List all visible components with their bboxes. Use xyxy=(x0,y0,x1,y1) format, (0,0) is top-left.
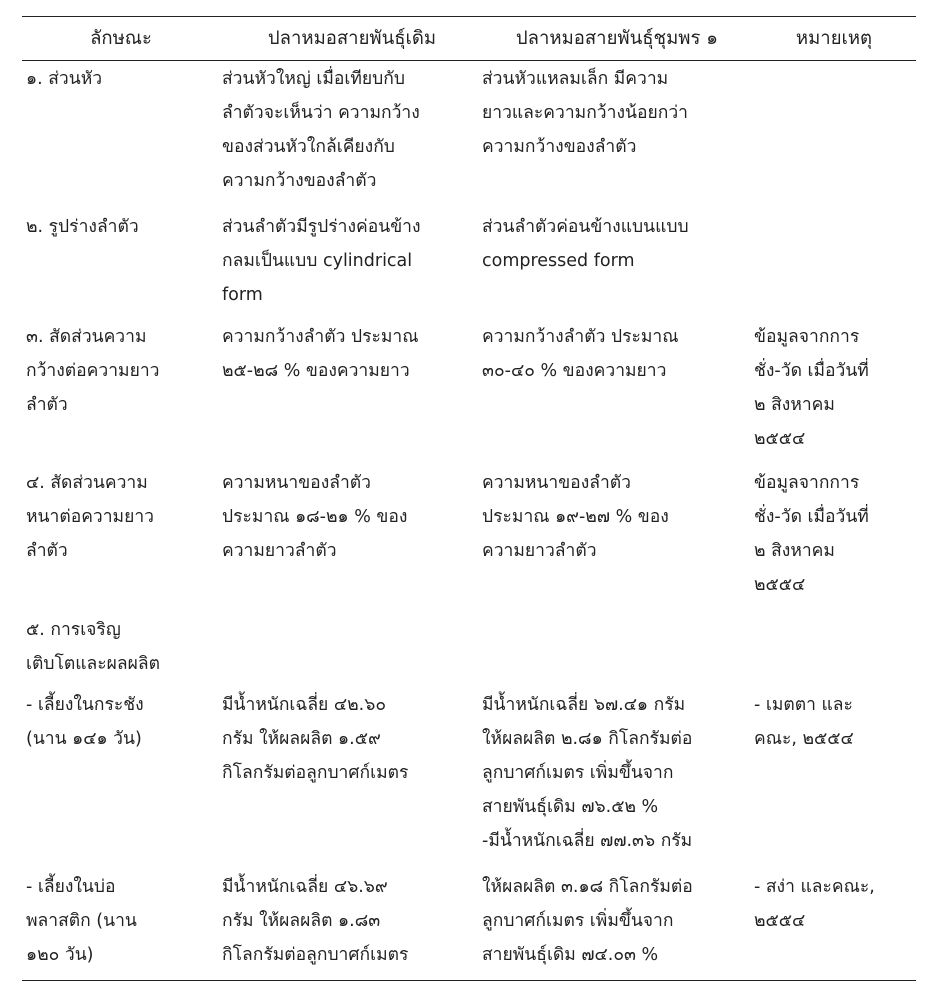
header-chumphon-strain: ปลาหมอสายพันธุ์ชุมพร ๑ xyxy=(515,28,719,49)
row-2-original: ส่วนลำตัวมีรูปร่างค่อนข้าง กลมเป็นแบบ cylindrical form xyxy=(222,217,421,305)
row-4-chumphon: ความหนาของลำตัว ประมาณ ๑๙-๒๗ % ของ ความยาวลำตัว xyxy=(482,473,669,561)
row-2-trait: ๒. รูปร่างลำตัว xyxy=(26,217,139,237)
row-6-note: - เมตตา และ คณะ, ๒๕๕๔ xyxy=(754,695,854,749)
row-3-trait: ๓. สัดส่วนความ กว้างต่อความยาว ลำตัว xyxy=(26,327,160,415)
row-6-chumphon: มีน้ำหนักเฉลี่ย ๖๗.๔๑ กรัม ให้ผลผลิต ๒.๘๑ กิโลกรัมต่อ ลูกบาศก์เมตร เพิ่มขึ้นจาก สายพันธุ์เดิม ๗๖.๕๒ % -มีน้ำหนักเฉลี่ย ๗๗.๓๖ กรัม xyxy=(482,695,693,851)
row-4-note: ข้อมูลจากการ ชั่ง-วัด เมื่อวันที่ ๒ สิงหาคม ๒๕๕๔ xyxy=(754,473,869,595)
table-bottom-rule xyxy=(22,980,916,981)
row-7-trait: - เลี้ยงในบ่อ พลาสติก (นาน ๑๒๐ วัน) xyxy=(26,877,137,965)
row-7-note: - สง่า และคณะ, ๒๕๕๔ xyxy=(754,877,875,931)
header-original-strain: ปลาหมอสายพันธุ์เดิม xyxy=(267,28,437,49)
header-rule xyxy=(22,60,916,61)
header-trait: ลักษณะ xyxy=(90,28,152,49)
row-3-original: ความกว้างลำตัว ประมาณ ๒๕-๒๘ % ของความยาว xyxy=(222,327,419,381)
row-6-trait: - เลี้ยงในกระชัง (นาน ๑๔๑ วัน) xyxy=(26,695,144,749)
row-3-chumphon: ความกว้างลำตัว ประมาณ ๓๐-๔๐ % ของความยาว xyxy=(482,327,679,381)
row-1-chumphon: ส่วนหัวแหลมเล็ก มีความ ยาวและความกว้างน้อยกว่า ความกว้างของลำตัว xyxy=(482,69,688,157)
row-1-original: ส่วนหัวใหญ่ เมื่อเทียบกับ ลำตัวจะเห็นว่า ความกว้าง ของส่วนหัวใกล้เคียงกับ ความกว้างของลำตัว xyxy=(222,69,420,191)
row-2-chumphon: ส่วนลำตัวค่อนข้างแบนแบบ compressed form xyxy=(482,217,689,271)
row-4-original: ความหนาของลำตัว ประมาณ ๑๘-๒๑ % ของ ความยาวลำตัว xyxy=(222,473,408,561)
row-7-chumphon: ให้ผลผลิต ๓.๑๘ กิโลกรัมต่อ ลูกบาศก์เมตร เพิ่มขึ้นจาก สายพันธุ์เดิม ๗๔.๐๓ % xyxy=(482,877,693,965)
row-6-original: มีน้ำหนักเฉลี่ย ๔๒.๖๐ กรัม ให้ผลผลิต ๑.๕๙ กิโลกรัมต่อลูกบาศก์เมตร xyxy=(222,695,409,783)
row-3-note: ข้อมูลจากการ ชั่ง-วัด เมื่อวันที่ ๒ สิงหาคม ๒๕๕๔ xyxy=(754,327,869,449)
row-1-trait: ๑. ส่วนหัว xyxy=(26,69,103,89)
row-5-trait: ๕. การเจริญ เติบโตและผลผลิต xyxy=(26,620,160,674)
row-7-original: มีน้ำหนักเฉลี่ย ๔๖.๖๙ กรัม ให้ผลผลิต ๑.๘๓ กิโลกรัมต่อลูกบาศก์เมตร xyxy=(222,877,409,965)
row-4-trait: ๔. สัดส่วนความ หนาต่อความยาว ลำตัว xyxy=(26,473,155,561)
table-top-rule xyxy=(22,16,916,17)
header-note: หมายเหตุ xyxy=(795,28,873,49)
